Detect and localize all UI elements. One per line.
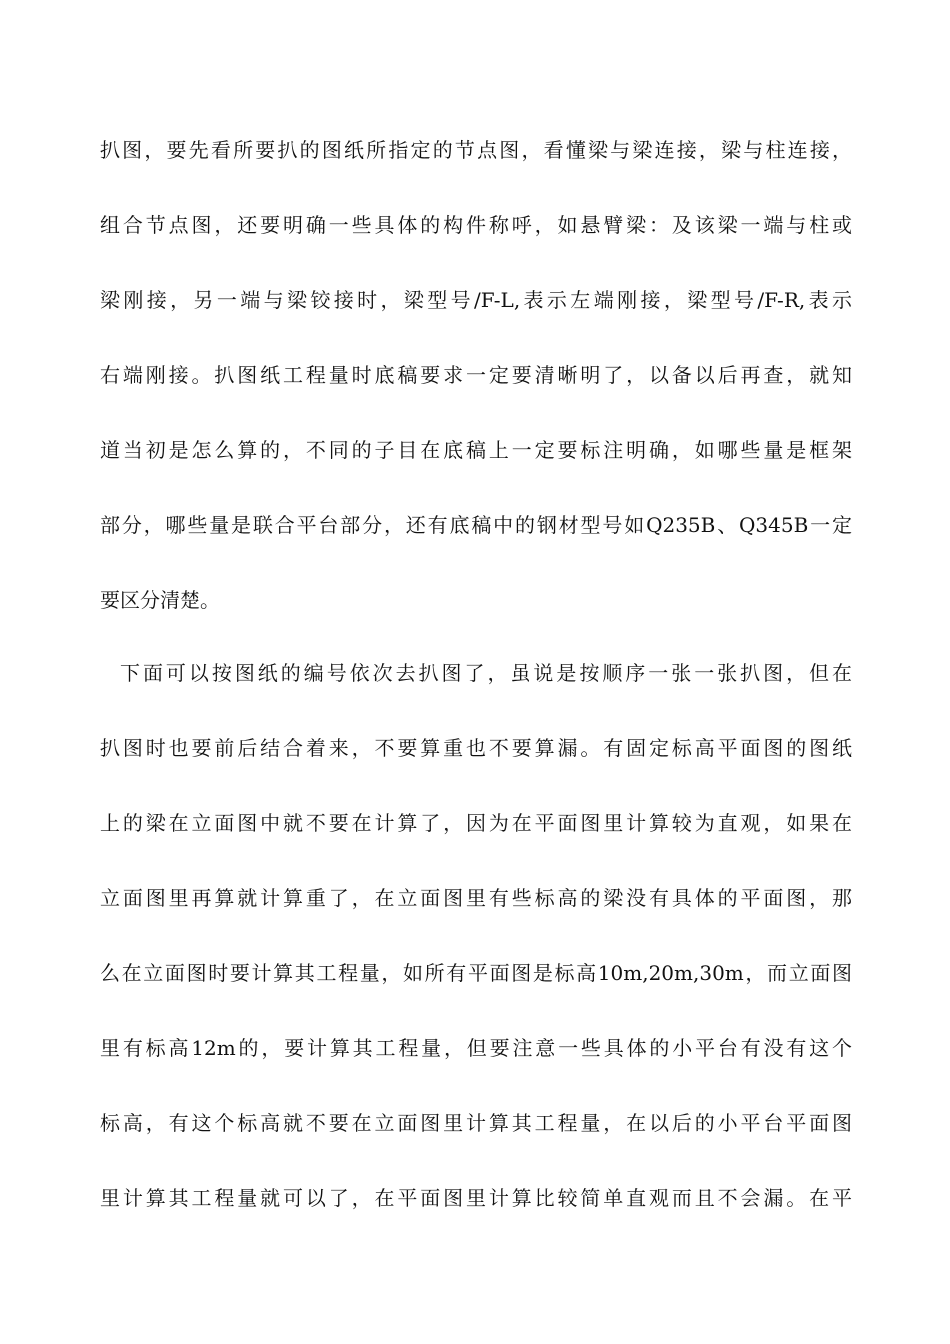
text-line: 右端刚接。扒图纸工程量时底稿要求一定要清晰明了，以备以后再查，就知 [100, 363, 852, 387]
text-line: 组合节点图，还要明确一些具体的构件称呼，如悬臂梁：及该梁一端与柱或 [100, 213, 852, 237]
text-line: 里计算其工程量就可以了，在平面图里计算比较简单直观而且不会漏。在平 [100, 1186, 852, 1210]
text-line: 上的梁在立面图中就不要在计算了，因为在平面图里计算较为直观，如果在 [100, 811, 852, 835]
text-line: 道当初是怎么算的，不同的子目在底稿上一定要标注明确，如哪些量是框架 [100, 438, 852, 462]
text-line: 扒图时也要前后结合着来，不要算重也不要算漏。有固定标高平面图的图纸 [100, 736, 852, 760]
text-line: 扒图，要先看所要扒的图纸所指定的节点图，看懂梁与梁连接，梁与柱连接， [100, 138, 852, 162]
text-line: 立面图里再算就计算重了，在立面图里有些标高的梁没有具体的平面图，那 [100, 886, 852, 910]
text-line: 下面可以按图纸的编号依次去扒图了，虽说是按顺序一张一张扒图，但在 [120, 661, 852, 685]
text-line: 部分，哪些量是联合平台部分，还有底稿中的钢材型号如Q235B、Q345B一定 [100, 513, 852, 537]
text-line: 么在立面图时要计算其工程量，如所有平面图是标高10m,20m,30m，而立面图 [100, 961, 852, 985]
text-line: 标高，有这个标高就不要在立面图里计算其工程量，在以后的小平台平面图 [100, 1111, 852, 1135]
text-line: 里有标高12m的，要计算其工程量，但要注意一些具体的小平台有没有这个 [100, 1036, 852, 1060]
text-line: 要区分清楚。 [100, 588, 220, 612]
text-line: 梁刚接，另一端与梁铰接时，梁型号/F-L,表示左端刚接，梁型号/F-R,表示 [100, 288, 852, 312]
